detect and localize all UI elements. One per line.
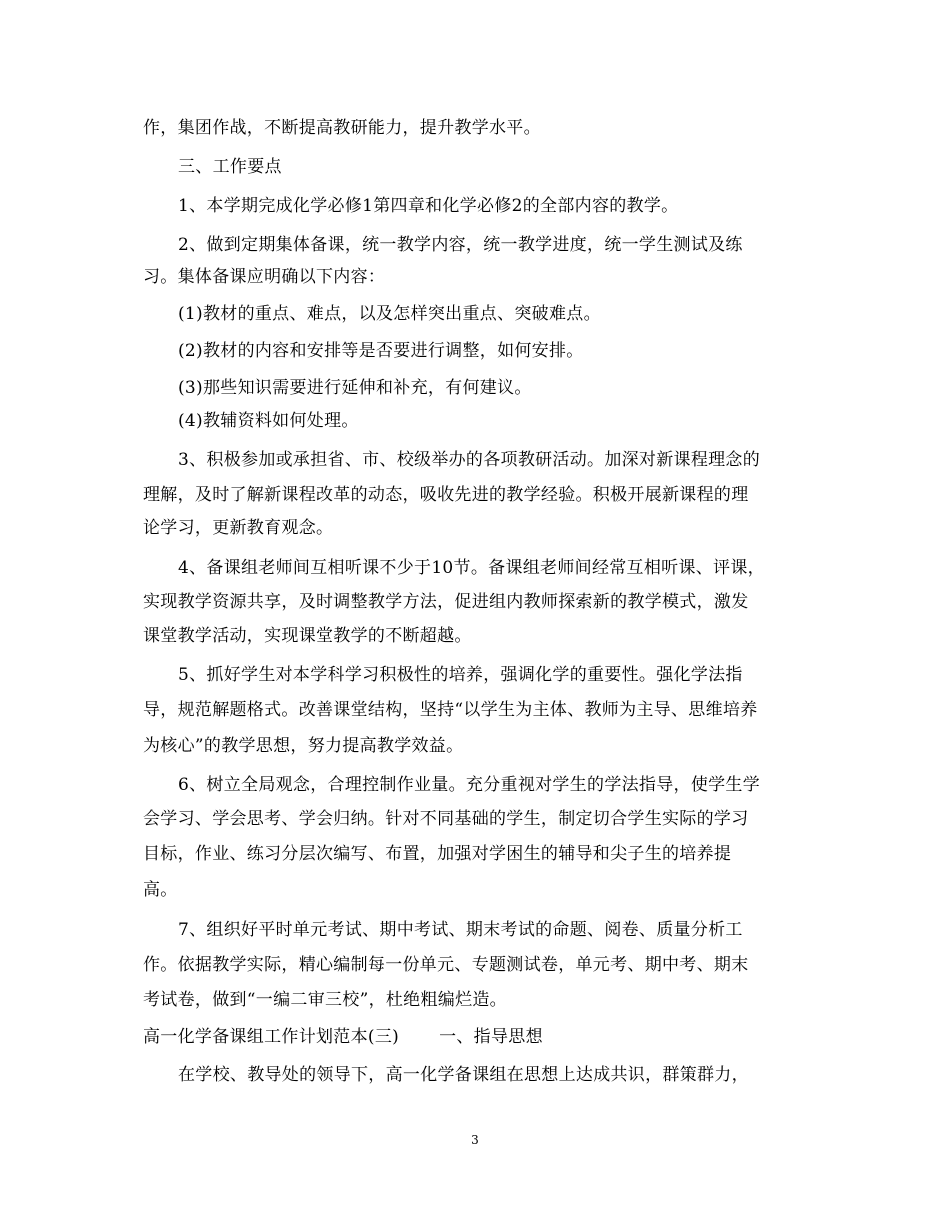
body-text-line: 理解，及时了解新课程改革的动态，吸收先进的教学经验。积极开展新课程的理 xyxy=(143,485,749,505)
body-text-line: 4、备课组老师间互相听课不少于10节。备课组老师间经常互相听课、评课， xyxy=(178,558,765,578)
list-item: (3)那些知识需要进行延伸和补充，有何建议。 xyxy=(178,378,532,398)
body-text-line: 为核心”的教学思想，努力提高教学效益。 xyxy=(143,736,464,756)
body-text-line: 7、组织好平时单元考试、期中考试、期末考试的命题、阅卷、质量分析工 xyxy=(178,920,743,940)
body-text-line: 考试卷，做到“一编二审三校”，杜绝粗编烂造。 xyxy=(143,990,507,1010)
body-text-line: 在学校、教导处的领导下，高一化学备课组在思想上达成共识，群策群力， xyxy=(178,1065,749,1085)
body-text-line: 习。集体备课应明确以下内容： xyxy=(143,267,386,287)
body-text-line: 2、做到定期集体备课，统一教学内容，统一教学进度，统一学生测试及练 xyxy=(178,235,743,255)
list-item: (2)教材的内容和安排等是否要进行调整，如何安排。 xyxy=(178,341,584,361)
page-number: 3 xyxy=(471,1133,479,1147)
body-text-line: 6、树立全局观念，合理控制作业量。充分重视对学生的学法指导，使学生学 xyxy=(178,775,761,795)
section-heading-work-points: 三、工作要点 xyxy=(178,157,282,177)
body-text-line: 作。依据教学实际，精心编制每一份单元、专题测试卷，单元考、期中考、期末 xyxy=(143,955,749,975)
body-text-line: 1、本学期完成化学必修1第四章和化学必修2的全部内容的教学。 xyxy=(178,196,679,216)
list-item: (4)教辅资料如何处理。 xyxy=(178,411,359,431)
body-text-line: 3、积极参加或承担省、市、校级举办的各项教研活动。加深对新课程理念的 xyxy=(178,450,761,470)
body-text-line: 课堂教学活动，实现课堂教学的不断超越。 xyxy=(143,626,472,646)
body-text-line: 高。 xyxy=(143,880,178,900)
section-title-line xyxy=(143,1027,543,1047)
body-text-line: 实现教学资源共享，及时调整教学方法，促进组内教师探索新的教学模式，激发 xyxy=(143,592,749,612)
body-text-line: 目标，作业、练习分层次编写、布置，加强对学困生的辅导和尖子生的培养提 xyxy=(143,844,732,864)
list-item: (1)教材的重点、难点，以及怎样突出重点、突破难点。 xyxy=(178,304,601,324)
body-text-line: 论学习，更新教育观念。 xyxy=(143,518,334,538)
section-heading: 一、指导思想 xyxy=(439,1027,543,1047)
body-text-line: 导，规范解题格式。改善课堂结构，坚持“以学生为主体、教师为主导、思维培养 xyxy=(143,700,758,720)
body-text-line: 5、抓好学生对本学科学习积极性的培养，强调化学的重要性。强化学法指 xyxy=(178,665,743,685)
body-text-line: 会学习、学会思考、学会归纳。针对不同基础的学生，制定切合学生实际的学习 xyxy=(143,809,749,829)
body-text-line: 作，集团作战，不断提高教研能力，提升教学水平。 xyxy=(143,118,541,138)
section-title: 高一化学备课组工作计划范本(三) xyxy=(143,1027,400,1047)
